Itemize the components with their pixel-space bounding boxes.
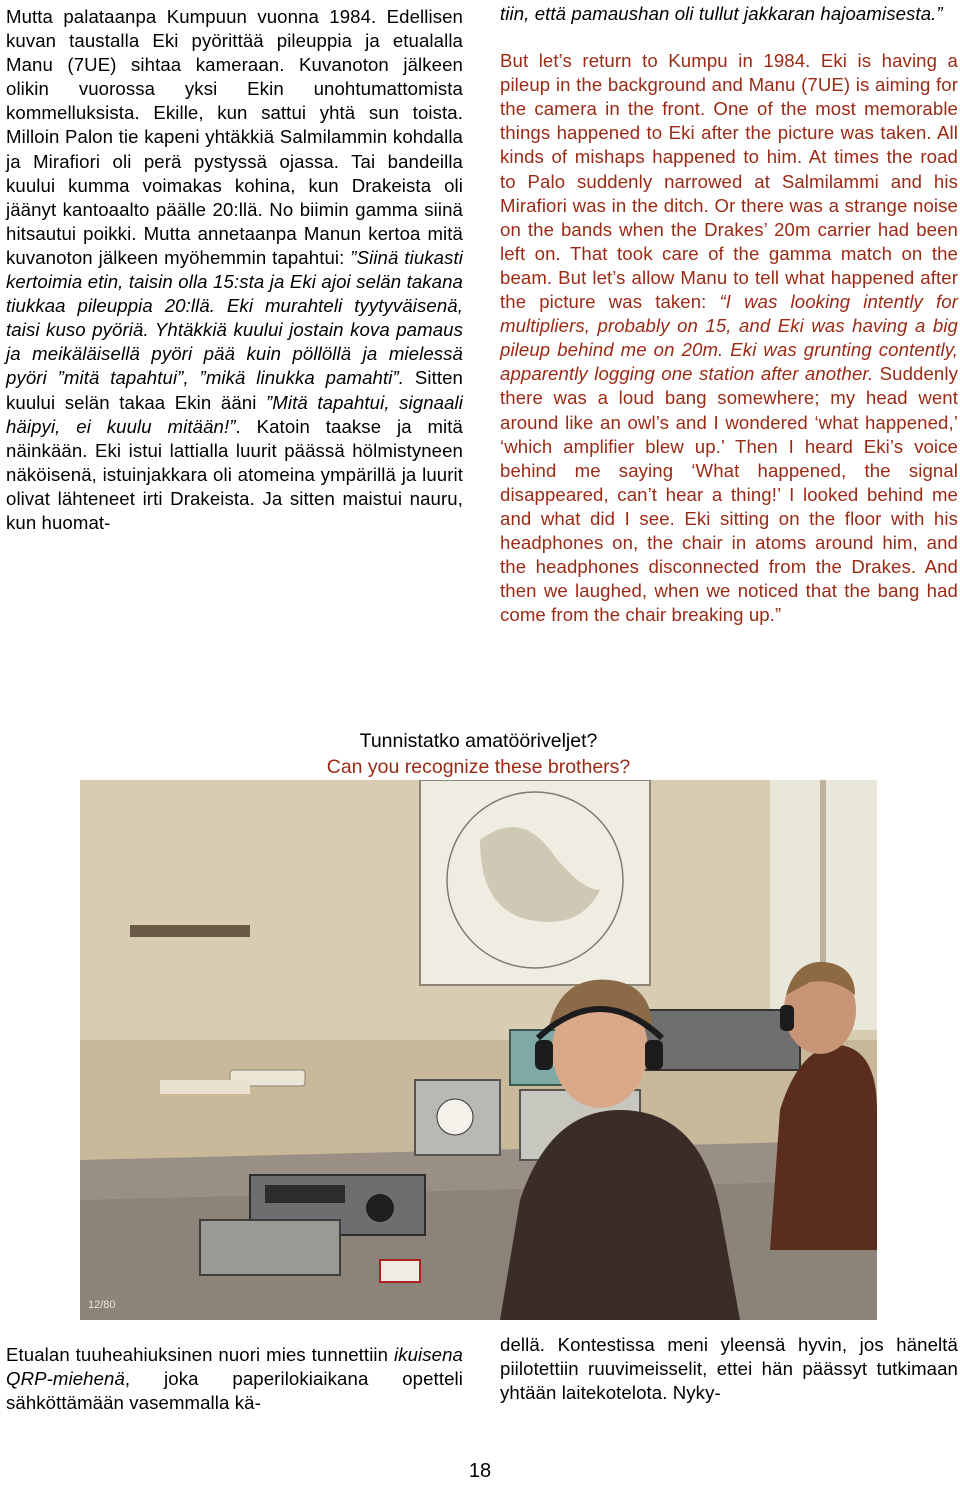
eki-quote: ”Mitä tapahtui, signaali häipyi, ei kuulu mitään!” (6, 391, 464, 437)
finnish-bottom-paragraph: Etualan tuuheahiuksinen nuori mies tunnettiin ikuisena QRP-miehenä, joka paperilokiaikana opetteli sähköttämään vasemmalla kä- (6, 1344, 463, 1414)
photo-date-stamp: 12/80 (88, 1299, 116, 1311)
finnish-bottom-continuation-column (500, 1333, 958, 1405)
finnish-story-paragraph: Mutta palataanpa Kumpuun vuonna 1984. Edellisen kuvan taustalla Eki pyörittää pileuppia ja etualalla Manu (7UE) sihtaa kameraan. Kuvanoton jälkeen olikin vuorossa yksi Ekin unohtumattomista kommelluksista. Ekille, kun sattui yhtä sun toista. Milloin Palon tie kapeni yhtäkkiä Salmilammin kohdalla ja Mirafiori oli perä pystyssä ojassa. Tai bandeilla kuului kumma voimakas kohina, kun Drakeista oli jäänyt kantoaalto päälle 20:llä. No biimin gamma siinä hitsautui poikki. Mutta annetaanpa Manun kertoa mitä kuvanoton jälkeen myöhemmin tapahtui: ”Siinä tiukasti kertoimia etin, taisin olla 15:sta ja Eki ajoi selän takana tiukkaa pileuppia 20:llä. Eki murahteli tyytyväisenä, taisi kuso pyöriä. Yhtäkkiä kuului jostain kova pamaus ja meikäläisellä pyöri pää kuin pöllöllä ja mielessä pyöri ”mitä tapahtui”, ”mikä linukka pamahti”. Sitten kuului selän takaa Ekin ääni ”Mitä tapahtui, signaali häipyi, ei kuulu mitään!”. Katoin taakse ja mitä näinkään. Eki istui lattialla luurit päässä hölmistyneen näköisenä, istuinjakkara oli atomeina ympärillä ja luurit olivat lähteneet irti Drakeista. Ja sitten maistui nauru, kun huomat- (6, 6, 464, 533)
manu-quote-part-1: ”Siinä tiukasti kertoimia etin, taisin olla 15:sta ja Eki ajoi selän takana tiukkaa pileuppia 20:llä. Eki murahteli tyytyväisenä, taisi kuso pyöriä. Yhtäkkiä kuului jostain kova pamaus ja meikäläisellä pyöri pää kuin pöllöllä ja mielessä pyöri ”mitä tapahtui”, ”mikä linukka pamahti”. (6, 246, 463, 389)
photo-caption (0, 728, 960, 780)
finnish-story-column (6, 5, 463, 535)
finnish-story-continuation: tiin, että pamaushan oli tullut jakkaran hajoamisesta.” (500, 3, 943, 24)
english-story-column (500, 2, 958, 627)
caption-english: Can you recognize these brothers? (326, 756, 631, 778)
finnish-bottom-column (6, 1343, 463, 1415)
radio-station-photo-drawing (80, 780, 877, 1320)
caption-finnish: Tunnistatko amatööriveljet? (359, 730, 598, 752)
manu-quote-english: “I was looking intently for multipliers, probably on 15, and Eki was having a big pileup behind me on 20m. Eki was grunting contently, apparently logging one station after another. (500, 291, 959, 385)
qrp-phrase: ikuisena QRP-miehenä (6, 1344, 463, 1390)
english-story-paragraph: But let’s return to Kumpu in 1984. Eki is having a pileup in the background and Manu (7UE) is aiming for the camera in the front. One of the most memorable things happened to Eki after the picture was taken. All kinds of mishaps happened to him. At times the road to Palo suddenly narrowed at Salmilammi and his Mirafiori was in the ditch. Or there was a strange noise on the bands when the Drakes’ 20m carrier had been left on. That took care of the gamma match on the beam. But let’s allow Manu to tell what happened after the picture was taken: “I was looking intently for multipliers, probably on 15, and Eki was having a big pileup behind me on 20m. Eki was grunting contently, apparently logging one station after another. Suddenly there was a loud bang somewhere; my head went around like an owl’s and I wondered ‘what happened,’ ‘which amplifier blew up.’ Then I heard Eki’s voice behind me saying ‘What happened, the signal disappeared, can’t hear a thing!’ I looked behind me and what did I see. Eki sitting on the floor with his headphones on, the chair in atoms around him, and the headphones disconnected from the Drakes. And then we laughed, when we noticed that the bang had come from the chair breaking up.” (500, 50, 959, 626)
radio-station-photo (80, 780, 877, 1320)
finnish-bottom-continuation: dellä. Kontestissa meni yleensä hyvin, jos häneltä piilotettiin ruuvimeisselit, ettei hän päässyt tutkimaan yhtään laitekotelota. Nyky- (500, 1334, 958, 1404)
page-number: 18 (468, 1460, 492, 1482)
